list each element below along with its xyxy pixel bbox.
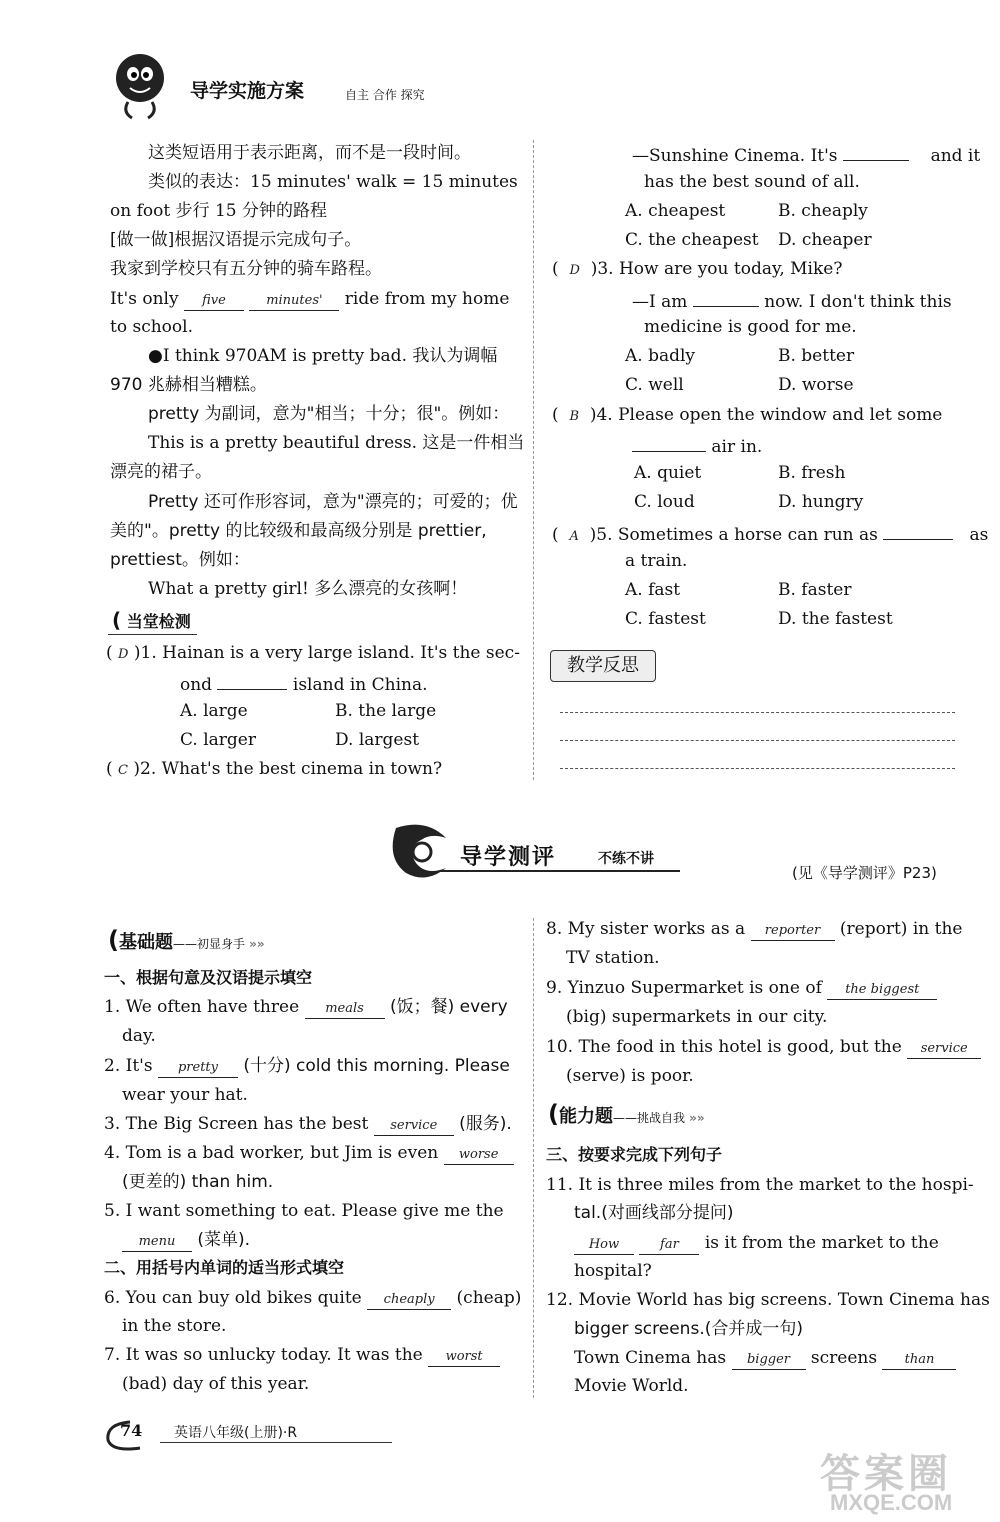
basic-subtitle: ——初显身手 — [172, 937, 245, 951]
answer-blank: reporter — [751, 922, 835, 941]
exercise-text: (report) in the — [839, 919, 963, 939]
exercise-line: (serve) is poor. — [566, 1066, 694, 1086]
question-text: )1. Hainan is a very large island. It's the sec- — [133, 643, 520, 663]
question-text: )4. Please open the window and let some — [589, 405, 943, 425]
option: B. faster — [778, 580, 852, 600]
text-segment: ride from my home — [344, 289, 510, 309]
question-line — [632, 288, 952, 313]
option: A. badly — [625, 346, 696, 366]
option: D. hungry — [778, 492, 864, 512]
text-line: 我家到学校只有五分钟的骑车路程。 — [110, 259, 382, 279]
question-line: medicine is good for me. — [644, 317, 857, 337]
answer-blank: meals — [305, 1000, 385, 1019]
option: D. largest — [335, 730, 420, 750]
option: D. worse — [778, 375, 854, 395]
answer-blank: minutes' — [249, 292, 339, 311]
reflection-line — [560, 768, 955, 769]
text-line: prettiest。例如： — [110, 550, 250, 570]
option: A. large — [180, 701, 248, 721]
column-divider — [533, 918, 534, 1398]
question: ( D )1. Hainan is a very large island. It's the sec- — [106, 643, 520, 663]
exercise-line: (更差的) than him. — [122, 1172, 274, 1192]
banner-subtitle: 不练不讲 — [598, 851, 654, 867]
question: ( B )4. Please open the window and let some — [552, 405, 943, 425]
section-label: ( 当堂检测 — [108, 608, 197, 635]
text-line: 类似的表达：15 minutes' walk = 15 minutes — [148, 172, 518, 192]
option: C. the cheapest — [625, 230, 759, 250]
basic-title: 基础题 — [118, 932, 173, 953]
reflection-box — [550, 650, 656, 682]
answer-letter: A — [569, 529, 579, 544]
mascot-icon — [108, 48, 170, 122]
option: B. cheaply — [778, 201, 868, 221]
exercise-text: 3. The Big Screen has the best — [104, 1114, 369, 1134]
exercise-line: bigger screens.(合并成一句) — [574, 1319, 803, 1339]
question-line — [180, 671, 428, 696]
text-line — [110, 288, 509, 311]
text-line: Pretty 还可作形容词，意为"漂亮的；可爱的；优 — [148, 492, 518, 512]
text-line: [做一做]根据汉语提示完成句子。 — [110, 230, 362, 250]
ability-subtitle: ——挑战自我 — [612, 1111, 685, 1125]
question-text: ond — [180, 675, 213, 695]
banner-bar — [440, 838, 680, 872]
exercise-text: 10. The food in this hotel is good, but the — [546, 1037, 902, 1057]
reflection-line — [560, 712, 955, 713]
question: ( A )5. Sometimes a horse can run as as — [552, 521, 988, 548]
answer-blank: menu — [122, 1233, 192, 1252]
question-text: and it — [930, 146, 981, 166]
exercise-text: 4. Tom is a bad worker, but Jim is even — [104, 1143, 439, 1163]
reflection-title: 教学反思 — [567, 655, 639, 676]
text-line: 970 兆赫相当糟糕。 — [110, 375, 267, 395]
question-text: now. I don't think this — [764, 292, 952, 312]
header-title: 导学实施方案 — [190, 80, 305, 102]
exercise-text: 7. It was so unlucky today. It was the — [104, 1345, 423, 1365]
page-number: 74 — [120, 1421, 143, 1440]
ability-section-header: (能力题——挑战自我 »» — [548, 1100, 705, 1128]
option: D. cheaper — [778, 230, 872, 250]
exercise-line — [104, 1344, 500, 1367]
option: B. the large — [335, 701, 437, 721]
question-text: air in. — [711, 437, 763, 457]
question: ( D )3. How are you today, Mike? — [552, 259, 843, 279]
section-heading: 三、按要求完成下列句子 — [546, 1145, 723, 1164]
answer-blank: worst — [428, 1348, 500, 1367]
exercise-text: is it from the market to the — [704, 1233, 939, 1253]
question-text: )3. How are you today, Mike? — [590, 259, 843, 279]
exercise-line: TV station. — [566, 948, 660, 968]
exercise-line: in the store. — [122, 1316, 227, 1336]
text-line: on foot 步行 15 分钟的路程 — [110, 201, 328, 221]
header-subtitle: 自主 合作 探究 — [345, 88, 425, 102]
question-text: )5. Sometimes a horse can run as — [589, 525, 878, 545]
option: C. well — [625, 375, 684, 395]
answer-letter: D — [569, 263, 580, 278]
book-title: 英语八年级(上册)·R — [174, 1425, 298, 1441]
exercise-line: 5. I want something to eat. Please give me the — [104, 1201, 504, 1221]
answer-letter: B — [569, 409, 580, 424]
exercise-text: (饭；餐) every — [389, 997, 508, 1017]
banner-reference: (见《导学测评》P23) — [792, 864, 937, 882]
question-text: —I am — [632, 292, 688, 312]
answer-letter: C — [118, 763, 128, 778]
exercise-line: (bad) day of this year. — [122, 1374, 310, 1394]
exercise-text: (十分) cold this morning. Please — [243, 1056, 510, 1076]
reflection-line — [560, 740, 955, 741]
watermark-url: MXQE.COM — [830, 1490, 953, 1515]
banner-title: 导学测评 — [460, 845, 557, 870]
answer-blank: pretty — [158, 1059, 238, 1078]
answer-letter: D — [118, 647, 129, 662]
blank-line — [693, 288, 759, 307]
text-line: 美的"。pretty 的比较级和最高级分别是 prettier, — [110, 521, 487, 541]
option: B. fresh — [778, 463, 846, 483]
exercise-text: screens — [810, 1348, 878, 1368]
question-line: a train. — [625, 551, 688, 571]
exercise-line — [104, 1287, 521, 1310]
section-heading: 一、根据句意及汉语提示填空 — [104, 968, 313, 987]
basic-section-header: (基础题——初显身手 »» — [108, 926, 265, 954]
question-line — [632, 142, 980, 167]
answer-blank: cheaply — [367, 1291, 451, 1310]
text-line: ●I think 970AM is pretty bad. 我认为调幅 — [148, 346, 498, 366]
ability-title: 能力题 — [558, 1106, 613, 1127]
exercise-line: hospital? — [574, 1261, 652, 1281]
exercise-line: (big) supermarkets in our city. — [566, 1007, 828, 1027]
answer-blank: far — [639, 1236, 699, 1255]
exercise-text: 1. We often have three — [104, 997, 300, 1017]
text-line: 这类短语用于表示距离，而不是一段时间。 — [148, 143, 471, 163]
question-text: as — [969, 525, 989, 545]
exercise-text: Town Cinema has — [574, 1348, 727, 1368]
question-text: island in China. — [292, 675, 428, 695]
option: A. fast — [625, 580, 681, 600]
text-line: This is a pretty beautiful dress. 这是一件相当 — [148, 433, 525, 453]
question: ( C )2. What's the best cinema in town? — [106, 759, 443, 779]
exercise-line — [104, 1113, 512, 1136]
answer-blank: five — [184, 292, 244, 311]
option: A. cheapest — [625, 201, 726, 221]
answer-blank: bigger — [732, 1351, 806, 1370]
answer-blank: service — [907, 1040, 981, 1059]
option: C. larger — [180, 730, 256, 750]
exercise-line: 11. It is three miles from the market to the hospi- — [546, 1175, 974, 1195]
option: C. fastest — [625, 609, 706, 629]
exercise-text: 2. It's — [104, 1056, 153, 1076]
blank-line — [883, 521, 953, 540]
blank-line — [217, 671, 287, 690]
column-divider — [533, 140, 534, 780]
exercise-line — [104, 1055, 510, 1078]
exercise-line: wear your hat. — [122, 1085, 248, 1105]
option: A. quiet — [634, 463, 702, 483]
question-line — [632, 433, 762, 458]
text-line: to school. — [110, 317, 193, 337]
exercise-text: 9. Yinzuo Supermarket is one of — [546, 978, 822, 998]
answer-blank: service — [374, 1117, 454, 1136]
exercise-text: 6. You can buy old bikes quite — [104, 1288, 362, 1308]
blank-line — [632, 433, 706, 452]
exercise-text: (菜单). — [197, 1230, 251, 1250]
text-line: 漂亮的裙子。 — [110, 462, 212, 482]
exercise-line — [546, 1036, 981, 1059]
section-heading: 二、用括号内单词的适当形式填空 — [104, 1258, 345, 1277]
exercise-line: tal.(对画线部分提问) — [574, 1203, 734, 1223]
option: D. the fastest — [778, 609, 893, 629]
exercise-line: 12. Movie World has big screens. Town Cinema has — [546, 1290, 990, 1310]
watermark-logo: 答案圈 — [820, 1451, 952, 1497]
exercise-line: Movie World. — [574, 1376, 689, 1396]
exercise-line: day. — [122, 1026, 156, 1046]
exercise-line — [104, 996, 508, 1019]
answer-blank: How — [574, 1236, 634, 1255]
question-line: has the best sound of all. — [644, 172, 860, 192]
question-text: —Sunshine Cinema. It's — [632, 146, 838, 166]
exercise-line — [574, 1347, 956, 1370]
exercise-text: 8. My sister works as a — [546, 919, 746, 939]
question-text: )2. What's the best cinema in town? — [133, 759, 443, 779]
exercise-line — [104, 1142, 514, 1165]
exercise-text: (cheap) — [456, 1288, 522, 1308]
option: B. better — [778, 346, 855, 366]
blank-line — [843, 142, 909, 161]
footer-rule — [160, 1442, 392, 1443]
text-segment: It's only — [110, 289, 179, 309]
answer-blank: than — [882, 1351, 956, 1370]
exercise-text: (服务). — [459, 1114, 512, 1134]
answer-blank: the biggest — [827, 981, 937, 1000]
option: C. loud — [634, 492, 695, 512]
section-label-text: 当堂检测 — [126, 612, 191, 631]
text-line: pretty 为副词，意为"相当；十分；很"。例如： — [148, 404, 510, 424]
exercise-line — [546, 977, 937, 1000]
exercise-line — [122, 1229, 250, 1252]
text-line: What a pretty girl! 多么漂亮的女孩啊！ — [148, 579, 468, 599]
exercise-line — [546, 918, 962, 941]
answer-blank: worse — [444, 1146, 514, 1165]
exercise-line — [574, 1232, 939, 1255]
